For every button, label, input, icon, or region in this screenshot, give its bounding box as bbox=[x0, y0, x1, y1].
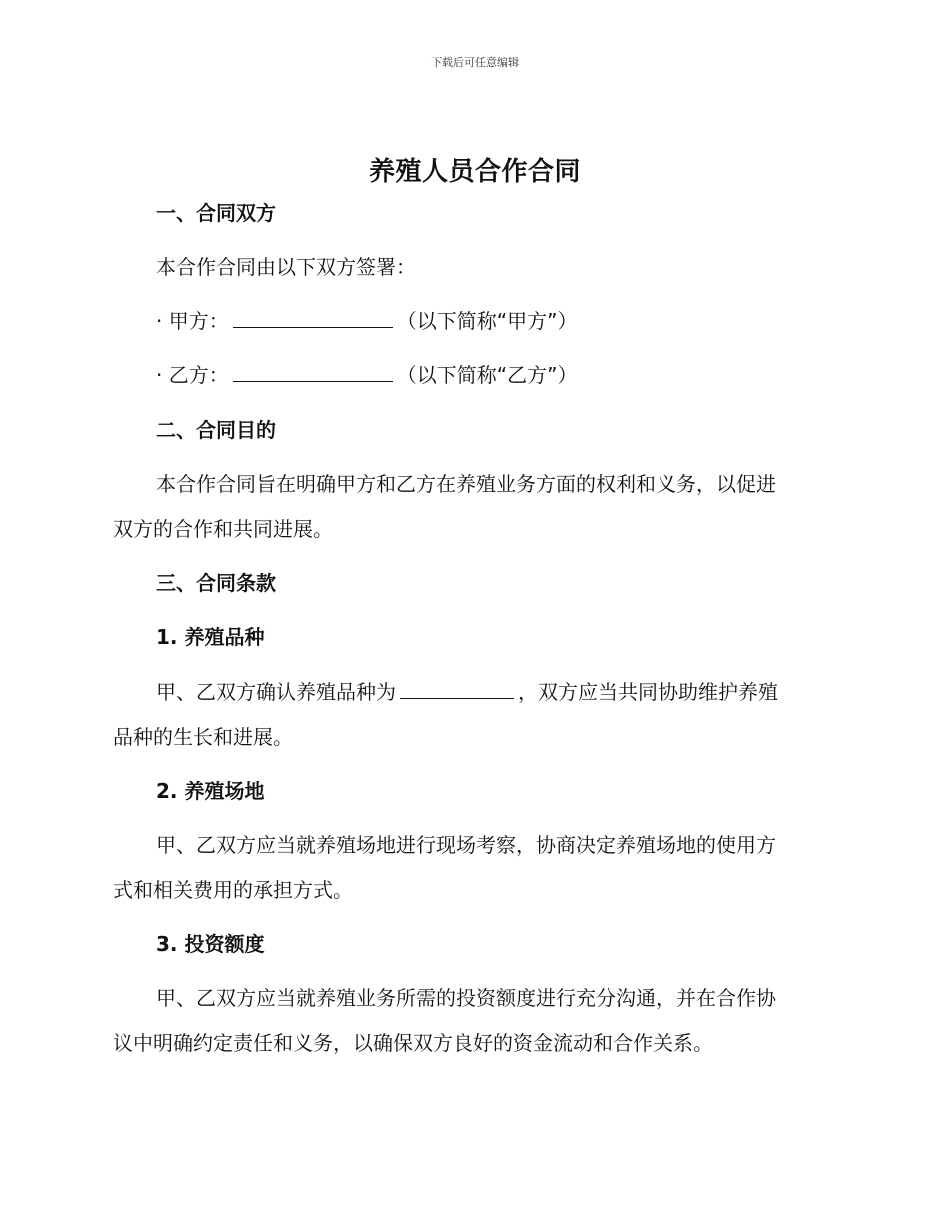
section-heading-terms: 三、合同条款 bbox=[156, 571, 276, 595]
party-b-label: · 乙方： bbox=[156, 363, 229, 387]
party-a-blank bbox=[233, 309, 393, 328]
site-text-line-2: 式和相关费用的承担方式。 bbox=[113, 878, 353, 902]
section-heading-parties: 一、合同双方 bbox=[156, 201, 276, 225]
purpose-text-line-1: 本合作合同旨在明确甲方和乙方在养殖业务方面的权利和义务，以促进 bbox=[156, 472, 776, 496]
party-a-note: （以下简称“甲方”） bbox=[396, 309, 578, 333]
species-text-prefix: 甲、乙双方确认养殖品种为 bbox=[156, 680, 396, 704]
party-b-note: （以下简称“乙方”） bbox=[396, 363, 578, 387]
party-a-label: · 甲方： bbox=[156, 309, 229, 333]
species-text-line-2: 品种的生长和进展。 bbox=[113, 725, 293, 749]
species-text-suffix: ，双方应当共同协助维护养殖 bbox=[518, 680, 778, 704]
party-b-line bbox=[156, 363, 577, 387]
investment-text-line-2: 议中明确约定责任和义务，以确保双方良好的资金流动和合作关系。 bbox=[113, 1031, 713, 1055]
clause-heading-site: 2. 养殖场地 bbox=[156, 779, 265, 803]
parties-intro: 本合作合同由以下双方签署： bbox=[156, 255, 416, 279]
species-text-line-1 bbox=[156, 680, 778, 704]
header-note: 下载后可任意编辑 bbox=[431, 56, 519, 69]
purpose-text-line-2: 双方的合作和共同进展。 bbox=[113, 517, 333, 541]
section-heading-purpose: 二、合同目的 bbox=[156, 418, 276, 442]
clause-heading-investment: 3. 投资额度 bbox=[156, 932, 265, 956]
clause-heading-species: 1. 养殖品种 bbox=[156, 625, 265, 649]
site-text-line-1: 甲、乙双方应当就养殖场地进行现场考察，协商决定养殖场地的使用方 bbox=[156, 833, 776, 857]
investment-text-line-1: 甲、乙双方应当就养殖业务所需的投资额度进行充分沟通，并在合作协 bbox=[156, 986, 776, 1010]
party-a-line bbox=[156, 309, 577, 333]
species-blank bbox=[400, 680, 514, 699]
party-b-blank bbox=[233, 363, 393, 382]
document-title: 养殖人员合作合同 bbox=[368, 157, 581, 187]
